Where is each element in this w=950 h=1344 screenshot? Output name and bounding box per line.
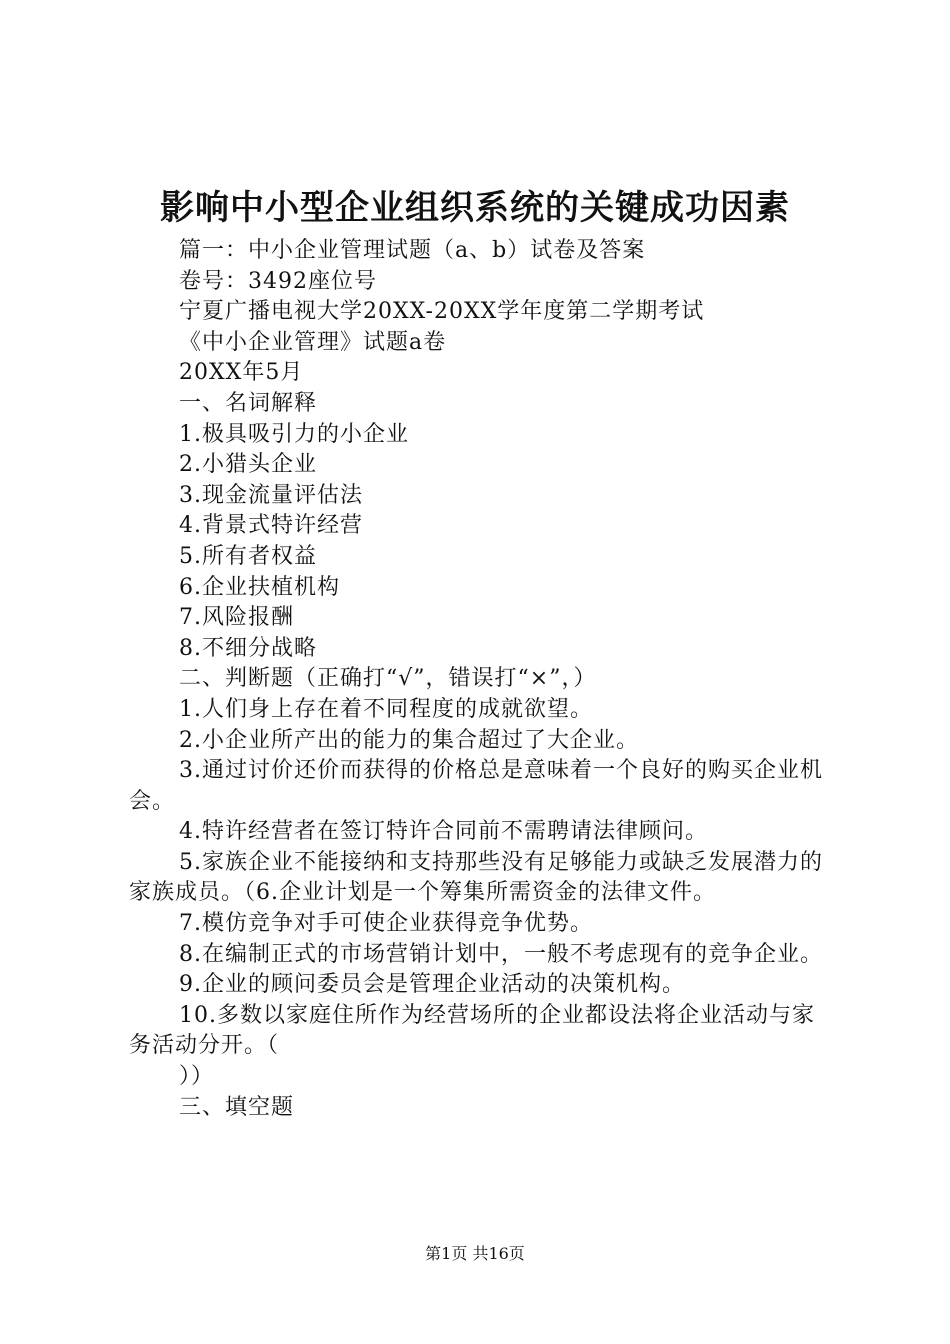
paragraph: 4.特许经营者在签订特许合同前不需聘请法律顾问。 [179,819,708,845]
list-item: 1.极具吸引力的小企业 [179,421,409,447]
text-line: 《中小企业管理》试题a卷 [179,329,447,355]
text-line: 篇一：中小企业管理试题（a、b）试卷及答案 [179,238,646,263]
paragraph: 7.模仿竞争对手可使企业获得竞争优势。 [179,911,593,937]
list-item: 1.人们身上存在着不同程度的成就欲望。 [179,696,593,722]
text-line: 宁夏广播电视大学20XX-20XX学年度第二学期考试 [179,299,705,325]
section-heading: 二、判断题（正确打“√”，错误打“×”，） [179,666,597,692]
list-item: 7.风险报酬 [179,605,294,631]
paragraph: ）） [179,1064,215,1090]
list-item: 2.小猎头企业 [179,452,317,478]
list-item: 6.企业扶植机构 [179,574,340,600]
document-body [129,236,833,1123]
paragraph: 8.在编制正式的市场营销计划中，一般不考虑现有的竞争企业。 [179,941,823,967]
paragraph: 5.家族企业不能接纳和支持那些没有足够能力或缺乏发展潜力的家族成员。（6.企业计划是一个筹集所需资金的法律文件。 [129,849,823,906]
list-item: 8.不细分战略 [179,635,317,661]
paragraph: 9.企业的顾问委员会是管理企业活动的决策机构。 [179,972,685,998]
page-footer: 第1页 共16页 [425,1244,525,1263]
list-item: 2.小企业所产出的能力的集合超过了大企业。 [179,727,639,753]
paragraph: 3.通过讨价还价而获得的价格总是意味着一个良好的购买企业机会。 [129,758,823,814]
list-item: 5.所有者权益 [179,543,317,569]
document-title: 影响中小型企业组织系统的关键成功因素 [160,188,790,228]
section-heading: 三、填空题 [179,1094,295,1120]
section-heading: 一、名词解释 [179,390,318,416]
list-item: 3.现金流量评估法 [179,482,363,508]
list-item: 4.背景式特许经营 [179,513,363,539]
paragraph: 10.多数以家庭住所作为经营场所的企业都设法将企业活动与家务活动分开。（ [129,1002,815,1059]
text-line: 20XX年5月 [179,360,304,386]
text-line: 卷号：3492座位号 [179,268,377,294]
